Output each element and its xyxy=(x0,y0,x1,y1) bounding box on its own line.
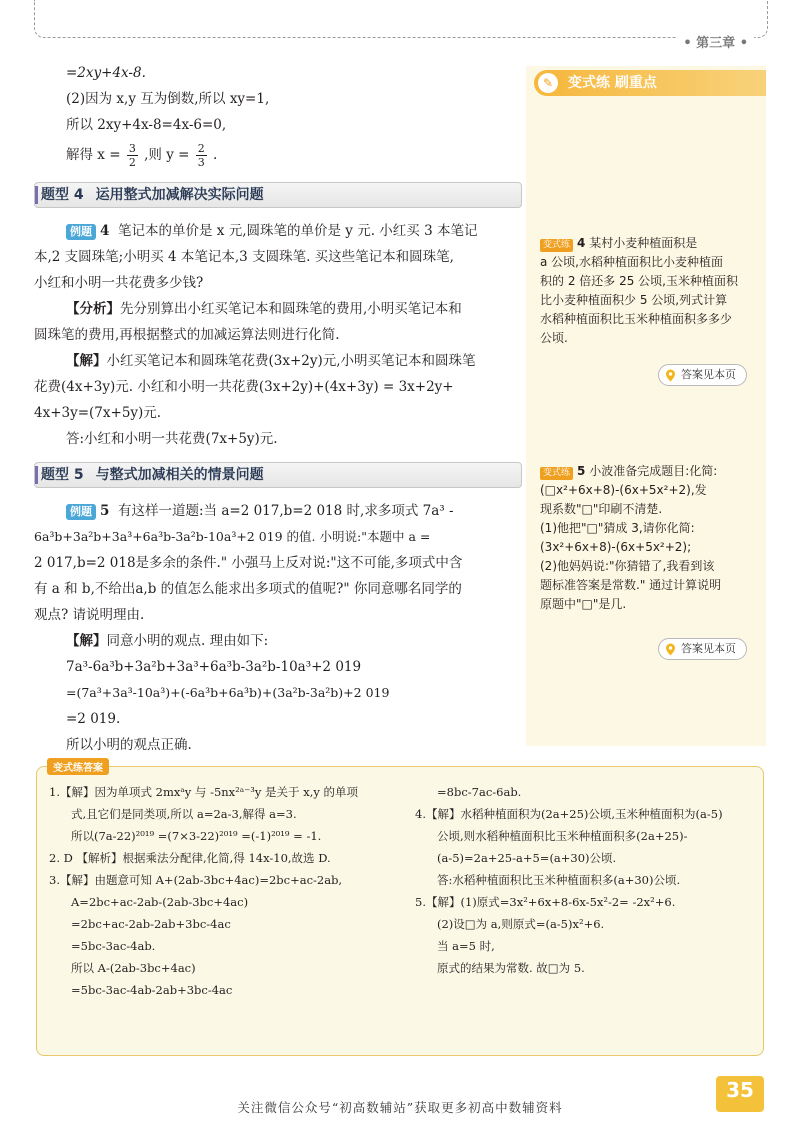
practice-first-line xyxy=(540,462,760,481)
practice-sidebar xyxy=(526,66,766,746)
page-number: 35 xyxy=(716,1076,764,1112)
solution-line xyxy=(34,348,522,374)
text-line: (2)因为 x,y 互为倒数,所以 xy=1, xyxy=(66,91,270,107)
chapter-label: • 第三章 • xyxy=(677,32,754,51)
answer-line: 当 a=5 时, xyxy=(437,939,495,953)
text-line: 小红和小明一共花费多少钱? xyxy=(34,275,204,291)
answer-line: =8bc-7ac-6ab. xyxy=(437,785,522,799)
section-heading-5 xyxy=(34,462,522,488)
main-column xyxy=(34,60,522,758)
text-line: 笔记本的单价是 x 元,圆珠笔的单价是 y 元. 小红买 3 本笔记 xyxy=(118,223,478,239)
solve-mid: ,则 y = xyxy=(144,147,190,163)
text-line: 4x+3y=(7x+5y)元. xyxy=(34,405,162,421)
text-line: 先分别算出小红买笔记本和圆珠笔的费用,小明买笔记本和 xyxy=(120,301,462,317)
text-line: =(7a³+3a³-10a³)+(-6a³b+6a³b)+(3a²b-3a²b)+2 019 xyxy=(66,685,390,700)
practice-item-4 xyxy=(540,234,760,348)
text-line: 观点? 请说明理由. xyxy=(34,607,145,623)
frac-num: 2 xyxy=(197,142,205,155)
section-heading-4 xyxy=(34,182,522,208)
answer-line: 所以(7a-22)²⁰¹⁹ =(7×3-22)²⁰¹⁹ =(-1)²⁰¹⁹ = -1. xyxy=(71,829,322,843)
practice-number: 5 xyxy=(577,464,586,478)
text-line: a 公顷,水稻种植面积比小麦种植面 xyxy=(540,255,723,269)
frac-den: 2 xyxy=(128,156,136,169)
answer-column-left xyxy=(49,781,399,1001)
text-line: 某村小麦种植面积是 xyxy=(589,236,698,250)
frac-den: 3 xyxy=(197,156,205,169)
section-title: 与整式加减相关的情景问题 xyxy=(95,467,264,483)
answer-line: 1.【解】因为单项式 2mxᵃy 与 -5nx²ᵃ⁻³y 是关于 x,y 的单项 xyxy=(49,785,358,799)
location-pin-icon xyxy=(665,643,676,656)
practice-first-line xyxy=(540,234,760,253)
answer-line: =2bc+ac-2ab-2ab+3bc-4ac xyxy=(71,917,231,931)
text-line: 原题中"□"是几. xyxy=(540,597,627,611)
text-line: 6a³b+3a²b+3a³+6a³b-3a²b-10a³+2 019 的值. 小明说:"本题中 a = xyxy=(34,529,431,544)
text-line: 现系数"□"印刷不清楚. xyxy=(540,502,663,516)
text-line: 水稻种植面积比玉米种植面积多多少 xyxy=(540,312,733,326)
answer-link-button[interactable] xyxy=(658,364,747,386)
analysis-line xyxy=(34,296,522,322)
answer-line: 公顷,则水稻种植面积比玉米种植面积多(2a+25)- xyxy=(437,829,688,843)
sidebar-title: 变式练 刷重点 xyxy=(568,75,657,91)
text-line: =2 019. xyxy=(66,711,121,727)
answer-link-label: 答案见本页 xyxy=(681,368,736,381)
text-line: (3x²+6x+8)-(6x+5x²+2); xyxy=(540,540,692,554)
answer-line: =5bc-3ac-4ab-2ab+3bc-4ac xyxy=(71,983,233,997)
solve-line xyxy=(34,138,522,172)
text-line: 小波准备完成题目:化简: xyxy=(589,464,718,478)
text-line: 答:小红和小明一共花费(7x+5y)元. xyxy=(66,431,278,447)
text-line: (1)他把"□"猜成 3,请你化简: xyxy=(540,521,695,535)
top-frame xyxy=(34,0,768,38)
solution-line xyxy=(34,628,522,654)
text-line: 所以小明的观点正确. xyxy=(66,737,192,753)
text-line: 题标准答案是常数." 通过计算说明 xyxy=(540,578,722,592)
text-line: 所以 2xy+4x-8=4x-6=0, xyxy=(66,117,227,133)
answer-line: (a-5)=2a+25-a+5=(a+30)公顷. xyxy=(437,851,617,865)
text-line: 小红买笔记本和圆珠笔花费(3x+2y)元,小明买笔记本和圆珠笔 xyxy=(106,353,476,369)
text-line: 本,2 支圆珠笔;小明买 4 本笔记本,3 支圆珠笔. 买这些笔记本和圆珠笔, xyxy=(34,249,454,265)
answer-box xyxy=(36,763,764,1056)
answer-line: 所以 A-(2ab-3bc+4ac) xyxy=(71,961,196,975)
text-line: 同意小明的观点. 理由如下: xyxy=(106,633,269,649)
section-tag: 题型 4 xyxy=(41,187,84,203)
example-number: 4 xyxy=(100,223,110,239)
solution-label: 【解】 xyxy=(66,633,107,649)
example-5-first-line xyxy=(34,498,522,524)
text-line: 比小麦种植面积少 5 公顷,列式计算 xyxy=(540,293,728,307)
text-line: 2 017,b=2 018是多余的条件." 小强马上反对说:"这不可能,多项式中含 xyxy=(34,555,463,571)
section-title: 运用整式加减解决实际问题 xyxy=(95,187,264,203)
example-badge: 例题 xyxy=(66,504,96,520)
frac-num: 3 xyxy=(128,142,136,155)
answer-line: 答:水稻种植面积比玉米种植面积多(a+30)公顷. xyxy=(437,873,681,887)
text-line: 公顷. xyxy=(540,331,568,345)
practice-badge: 变式练 xyxy=(540,467,573,480)
answer-line: (2)设□为 a,则原式=(a-5)x²+6. xyxy=(437,917,605,931)
answer-link-label: 答案见本页 xyxy=(681,642,736,655)
text-line: 花费(4x+3y)元. 小红和小明一共花费(3x+2y)+(4x+3y) = 3x+2y+ xyxy=(34,379,454,395)
text-line: 积的 2 倍还多 25 公顷,玉米种植面积 xyxy=(540,274,738,288)
answer-line: 3.【解】由题意可知 A+(2ab-3bc+4ac)=2bc+ac-2ab, xyxy=(49,873,343,887)
analysis-label: 【分析】 xyxy=(66,301,120,317)
practice-item-5 xyxy=(540,462,760,614)
text-line: (□x²+6x+8)-(6x+5x²+2),发 xyxy=(540,483,707,497)
answer-line: 式,且它们是同类项,所以 a=2a-3,解得 a=3. xyxy=(71,807,297,821)
answer-box-tab: 变式练答案 xyxy=(47,758,109,775)
practice-badge: 变式练 xyxy=(540,239,573,252)
section-tag: 题型 5 xyxy=(41,467,84,483)
text-line: =2xy+4x-8. xyxy=(66,65,146,81)
answer-line: 5.【解】(1)原式=3x²+6x+8-6x-5x²-2= -2x²+6. xyxy=(415,895,676,909)
solution-label: 【解】 xyxy=(66,353,107,369)
footer-note: 关注微信公众号“初高数辅站”获取更多初高中数辅资料 xyxy=(237,1100,563,1115)
text-line: (2)他妈妈说:"你猜错了,我看到该 xyxy=(540,559,715,573)
answer-link-button[interactable] xyxy=(658,638,747,660)
location-pin-icon xyxy=(665,369,676,382)
answer-line: A=2bc+ac-2ab-(2ab-3bc+4ac) xyxy=(71,895,249,909)
text-line: 7a³-6a³b+3a²b+3a³+6a³b-3a²b-10a³+2 019 xyxy=(66,659,362,675)
answer-line: =5bc-3ac-4ab. xyxy=(71,939,156,953)
text-line: 有 a 和 b,不给出a,b 的值怎么能求出多项式的值呢?" 你同意哪名同学的 xyxy=(34,581,462,597)
answer-line: 2. D 【解析】根据乘法分配律,化简,得 14x-10,故选 D. xyxy=(49,851,331,865)
solve-end: . xyxy=(213,147,218,163)
text-line: 圆珠笔的费用,再根据整式的加减运算法则进行化简. xyxy=(34,327,340,343)
fraction-y xyxy=(196,142,207,169)
answer-line: 4.【解】水稻种植面积为(2a+25)公顷,玉米种植面积为(a-5) xyxy=(415,807,723,821)
text-line: 有这样一道题:当 a=2 017,b=2 018 时,求多项式 7a³ - xyxy=(118,503,454,519)
example-number: 5 xyxy=(100,503,110,519)
example-4-first-line xyxy=(34,218,522,244)
pencil-icon: ✎ xyxy=(538,73,558,93)
practice-number: 4 xyxy=(577,236,586,250)
solve-prefix: 解得 x = xyxy=(66,147,121,163)
answer-column-right xyxy=(415,781,755,979)
answer-line: 原式的结果为常数. 故□为 5. xyxy=(437,961,585,975)
example-badge: 例题 xyxy=(66,224,96,240)
fraction-x xyxy=(127,142,138,169)
sidebar-header xyxy=(534,70,766,96)
